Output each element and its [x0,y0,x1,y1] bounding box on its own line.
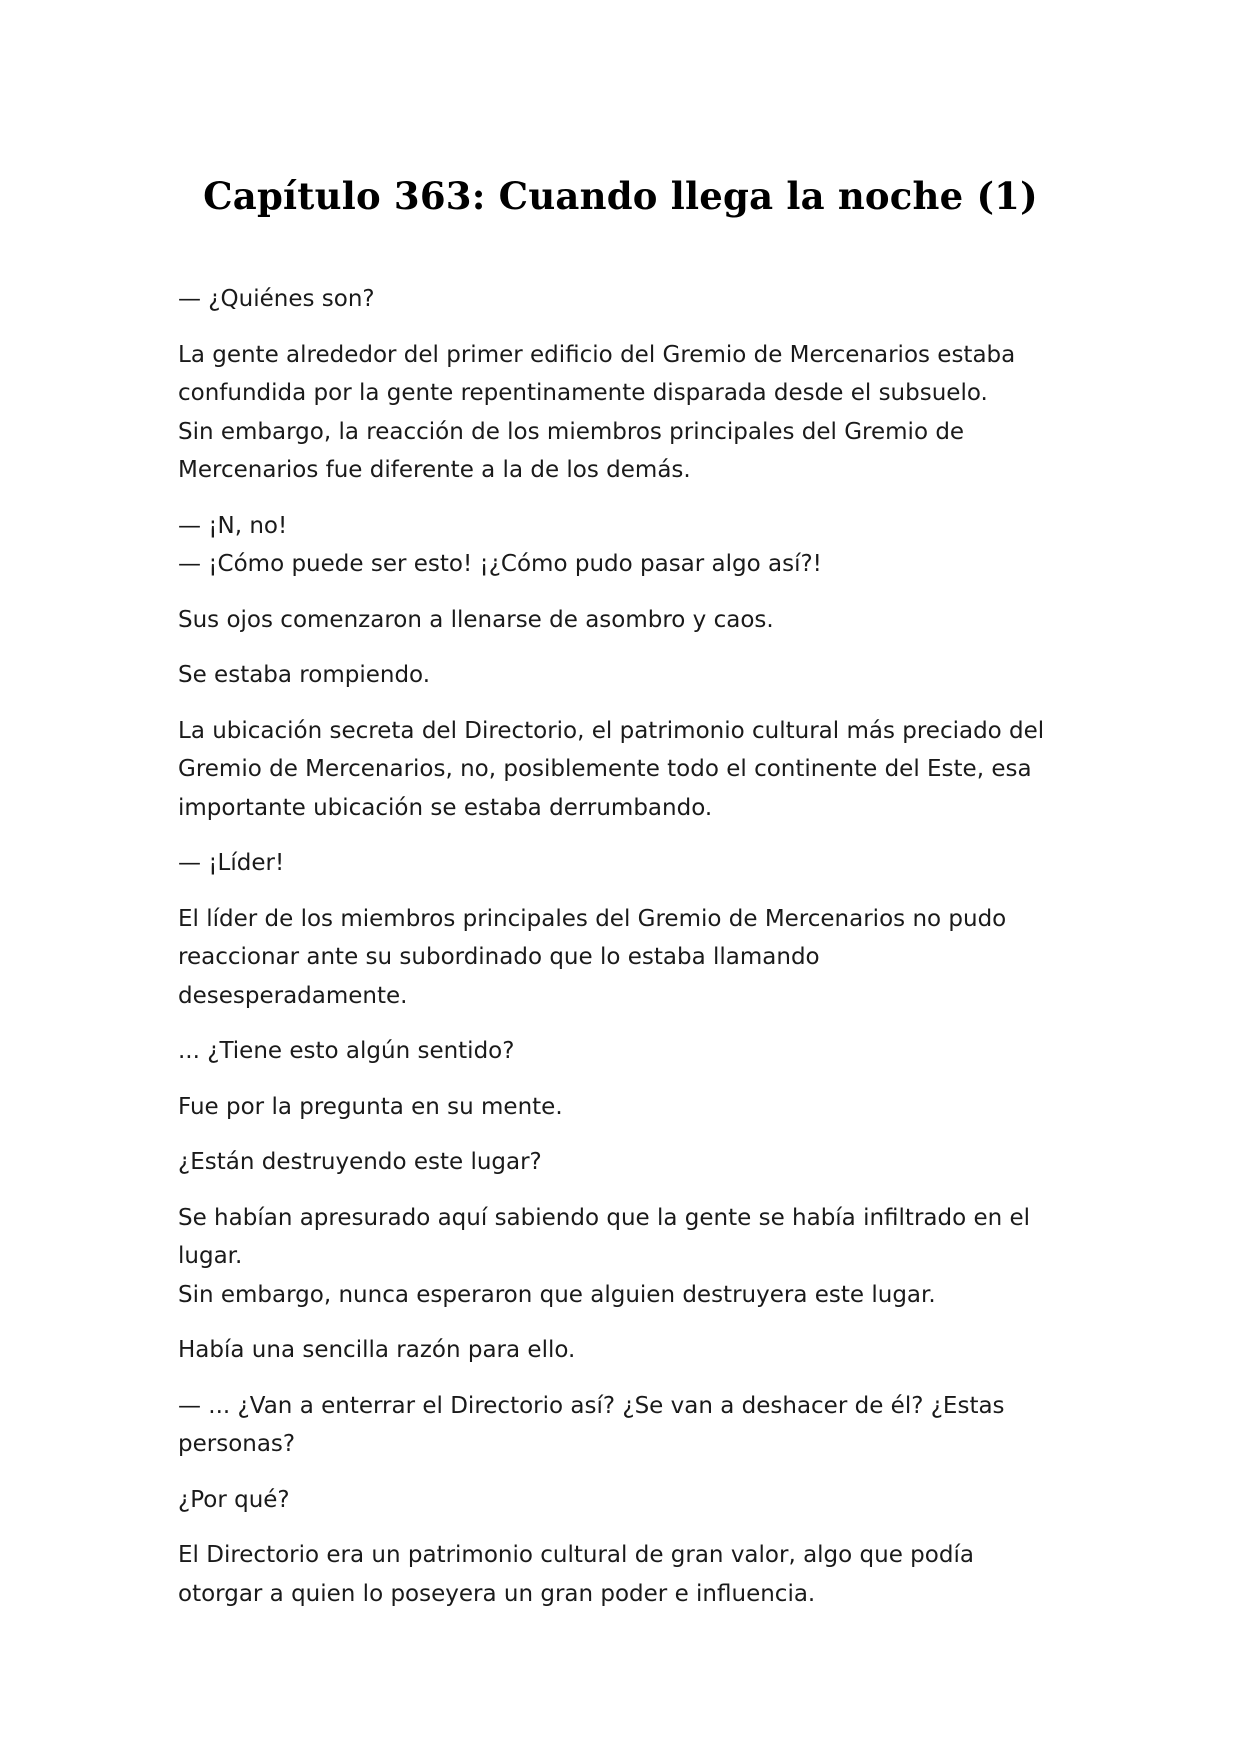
text-line: importante ubicación se estaba derrumbando. [178,794,713,821]
text-line: otorgar a quien lo poseyera un gran poder e influencia. [178,1580,816,1607]
paragraph [178,601,1078,640]
paragraph [178,1032,1078,1071]
paragraph [178,1199,1078,1315]
text-line: Fue por la pregunta en su mente. [178,1093,563,1120]
paragraph [178,844,1078,883]
text-line: — ¡Líder! [178,850,285,876]
text-line: Se habían apresurado aquí sabiendo que la gente se había infiltrado en el [178,1204,1031,1231]
text-line: Sus ojos comenzaron a llenarse de asombro y caos. [178,606,774,633]
text-line: lugar. [178,1243,243,1269]
paragraph [178,1387,1078,1464]
text-line: ¿Están destruyendo este lugar? [178,1149,542,1175]
paragraph [178,1536,1078,1613]
text-line: — ¡N, no! [178,512,288,539]
paragraph [178,507,1078,584]
text-line: — ¡Cómo puede ser esto! ¡¿Cómo pudo pasar algo así?! [178,551,822,577]
text-line: reaccionar ante su subordinado que lo estaba llamando [178,944,820,970]
text-line: Mercenarios fue diferente a la de los demás. [178,457,691,483]
text-line: Había una sencilla razón para ello. [178,1337,576,1363]
paragraph [178,336,1078,490]
text-line: La ubicación secreta del Directorio, el patrimonio cultural más preciado del [178,717,1045,744]
paragraph [178,900,1078,1016]
text-line: Gremio de Mercenarios, no, posiblemente todo el continente del Este, esa [178,756,1032,782]
text-line: personas? [178,1431,296,1457]
paragraph [178,1143,1078,1182]
text-line: Sin embargo, la reacción de los miembros principales del Gremio de [178,418,965,445]
chapter-body [178,280,1078,1630]
paragraph [178,1481,1078,1520]
text-line: desesperadamente. [178,982,408,1009]
text-line: El Directorio era un patrimonio cultural de gran valor, algo que podía [178,1542,974,1568]
chapter-title: Capítulo 363: Cuando llega la noche (1) [203,174,1038,218]
text-line: confundida por la gente repentinamente disparada desde el subsuelo. [178,380,988,406]
text-line: ¿Por qué? [178,1486,290,1513]
text-line: — ... ¿Van a enterrar el Directorio así? ¿Se van a deshacer de él? ¿Estas [178,1392,1005,1419]
paragraph [178,1088,1078,1127]
text-line: La gente alrededor del primer edificio del Gremio de Mercenarios estaba [178,341,1016,368]
paragraph [178,656,1078,695]
paragraph [178,1331,1078,1370]
text-line: ... ¿Tiene esto algún sentido? [178,1038,515,1064]
text-line: Sin embargo, nunca esperaron que alguien destruyera este lugar. [178,1281,936,1308]
text-line: Se estaba rompiendo. [178,662,431,688]
paragraph [178,712,1078,828]
paragraph [178,280,1078,319]
text-line: — ¿Quiénes son? [178,286,375,312]
text-line: El líder de los miembros principales del Gremio de Mercenarios no pudo [178,905,1007,932]
